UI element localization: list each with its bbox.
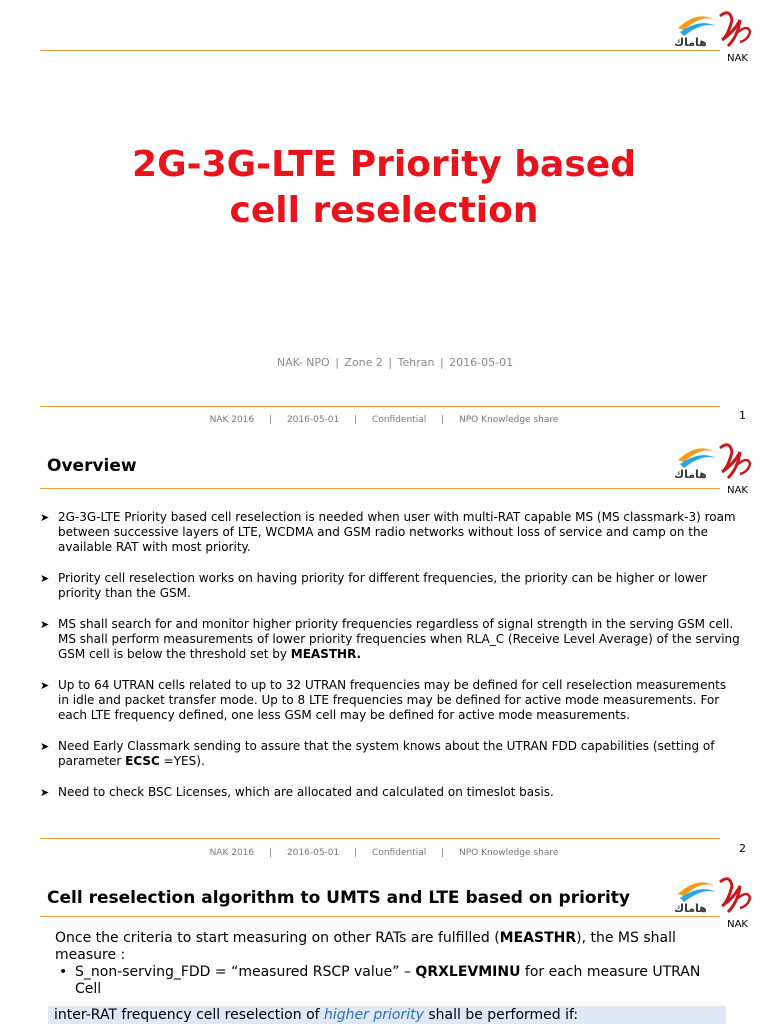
logo-label: NAK bbox=[727, 919, 748, 930]
box-text: inter-RAT frequency cell reselection of bbox=[54, 1007, 325, 1023]
logo-label: NAK bbox=[727, 485, 748, 496]
page-number: 2 bbox=[739, 842, 746, 855]
intro-text: Once the criteria to start measuring on other RATs are fulfilled ( bbox=[55, 930, 500, 946]
logo-brand-text: هاماك bbox=[674, 468, 707, 481]
arrow-bullet-icon: ➤ bbox=[40, 740, 50, 753]
bullet-bold-term: ECSC bbox=[125, 754, 160, 768]
subtitle-city: Tehran bbox=[397, 356, 435, 369]
intro-paragraph bbox=[55, 930, 715, 964]
footer-sep: | bbox=[441, 415, 445, 425]
bullet-dot-icon: • bbox=[59, 964, 68, 980]
box-highlight-text: higher priority bbox=[324, 1007, 424, 1023]
arrow-bullet-icon: ➤ bbox=[40, 618, 50, 631]
company-logo bbox=[668, 6, 758, 66]
header-divider bbox=[40, 50, 720, 51]
footer-topic: NPO Knowledge share bbox=[459, 415, 559, 425]
header-divider bbox=[40, 488, 720, 489]
subtitle-sep: | bbox=[335, 356, 339, 369]
footer-date: 2016-05-01 bbox=[286, 848, 340, 858]
footer-divider bbox=[40, 406, 720, 407]
subtitle-org: NAK- NPO bbox=[276, 356, 330, 369]
logo-brand-text: هاماك bbox=[674, 902, 707, 915]
list-item bbox=[40, 617, 740, 662]
footer bbox=[0, 415, 768, 425]
arrow-bullet-icon: ➤ bbox=[40, 511, 50, 524]
footer-company: NAK 2016 bbox=[209, 848, 255, 858]
box-text-after: shall be performed if: bbox=[423, 1007, 579, 1023]
footer-date: 2016-05-01 bbox=[286, 415, 340, 425]
footer-confidential: Confidential bbox=[372, 848, 427, 858]
arrow-bullet-icon: ➤ bbox=[40, 679, 50, 692]
subtitle-zone: Zone 2 bbox=[344, 356, 383, 369]
footer-sep: | bbox=[441, 848, 445, 858]
list-item bbox=[40, 739, 740, 769]
header-divider bbox=[40, 916, 720, 917]
bullet-text: S_non-serving_FDD = “measured RSCP value” – bbox=[75, 964, 416, 980]
bullet-bold-term: MEASTHR. bbox=[290, 647, 362, 661]
bullet-text: Up to 64 UTRAN cells related to up to 32 UTRAN frequencies may be defined for cell reselection measurements in idle and packet transfer mode. Up to 8 LTE frequencies may be defined for active mode measurements. For each LTE frequency defined, one less GSM cell may be defined for active mode measurements. bbox=[58, 678, 727, 722]
bullet-bold-term: QRXLEVMINU bbox=[415, 964, 521, 980]
footer-sep: | bbox=[354, 415, 358, 425]
footer-company: NAK 2016 bbox=[209, 415, 255, 425]
subtitle-date: 2016-05-01 bbox=[449, 356, 514, 369]
title-line-2: cell reselection bbox=[229, 190, 539, 231]
logo-brand-text: هاماك bbox=[674, 36, 707, 49]
intro-bold-term: MEASTHR bbox=[499, 930, 577, 946]
subtitle-sep: | bbox=[439, 356, 444, 369]
list-item bbox=[40, 571, 740, 601]
intro-text-after: ), the MS shall measure : bbox=[55, 930, 676, 963]
bullet-text-after: =YES). bbox=[159, 754, 205, 768]
bullet-text: MS shall search for and monitor higher priority frequencies regardless of signal strength in the serving GSM cell. MS shall perform measurements of lower priority frequencies when RLA_C (Receive Level Average) of the serving GSM cell is below the threshold set by bbox=[58, 617, 740, 661]
bullet-text: Need to check BSC Licenses, which are allocated and calculated on timeslot basis. bbox=[58, 785, 554, 799]
page-title bbox=[0, 142, 768, 234]
bullet-text: Need Early Classmark sending to assure that the system knows about the UTRAN FDD capabilities (setting of parameter bbox=[58, 739, 715, 768]
title-line-1: 2G-3G-LTE Priority based bbox=[132, 144, 636, 185]
highlight-box bbox=[48, 1006, 726, 1024]
list-item bbox=[40, 510, 740, 555]
arrow-bullet-icon: ➤ bbox=[40, 786, 50, 799]
footer bbox=[0, 848, 768, 858]
footer-sep: | bbox=[269, 415, 273, 425]
footer-sep: | bbox=[269, 848, 273, 858]
footer-topic: NPO Knowledge share bbox=[459, 848, 559, 858]
bullet-text: 2G-3G-LTE Priority based cell reselection is needed when user with multi-RAT capable MS (MS classmark-3) roam between successive layers of LTE, WCDMA and GSM radio networks without loss of service and camp on the available RAT with most priority. bbox=[58, 510, 736, 554]
logo-label: NAK bbox=[727, 53, 748, 64]
company-logo bbox=[668, 872, 758, 932]
page-number: 1 bbox=[739, 409, 746, 422]
subtitle bbox=[0, 356, 768, 369]
list-item bbox=[40, 678, 740, 723]
bullet-text: Priority cell reselection works on having priority for different frequencies, the priority can be higher or lower priority than the GSM. bbox=[58, 571, 707, 600]
section-heading: Overview bbox=[47, 456, 137, 476]
footer-confidential: Confidential bbox=[372, 415, 427, 425]
subtitle-sep: | bbox=[388, 356, 393, 369]
footer-sep: | bbox=[354, 848, 358, 858]
algorithm-description bbox=[55, 930, 715, 998]
company-logo bbox=[668, 438, 758, 498]
overview-bullet-list bbox=[40, 510, 740, 816]
footer-divider bbox=[40, 838, 720, 839]
section-heading: Cell reselection algorithm to UMTS and LTE based on priority bbox=[47, 888, 631, 908]
arrow-bullet-icon: ➤ bbox=[40, 572, 50, 585]
list-item bbox=[40, 785, 740, 800]
bullet-text-after: for each measure UTRAN Cell bbox=[75, 964, 701, 997]
list-item bbox=[55, 964, 715, 998]
slide-1 bbox=[0, 0, 768, 430]
